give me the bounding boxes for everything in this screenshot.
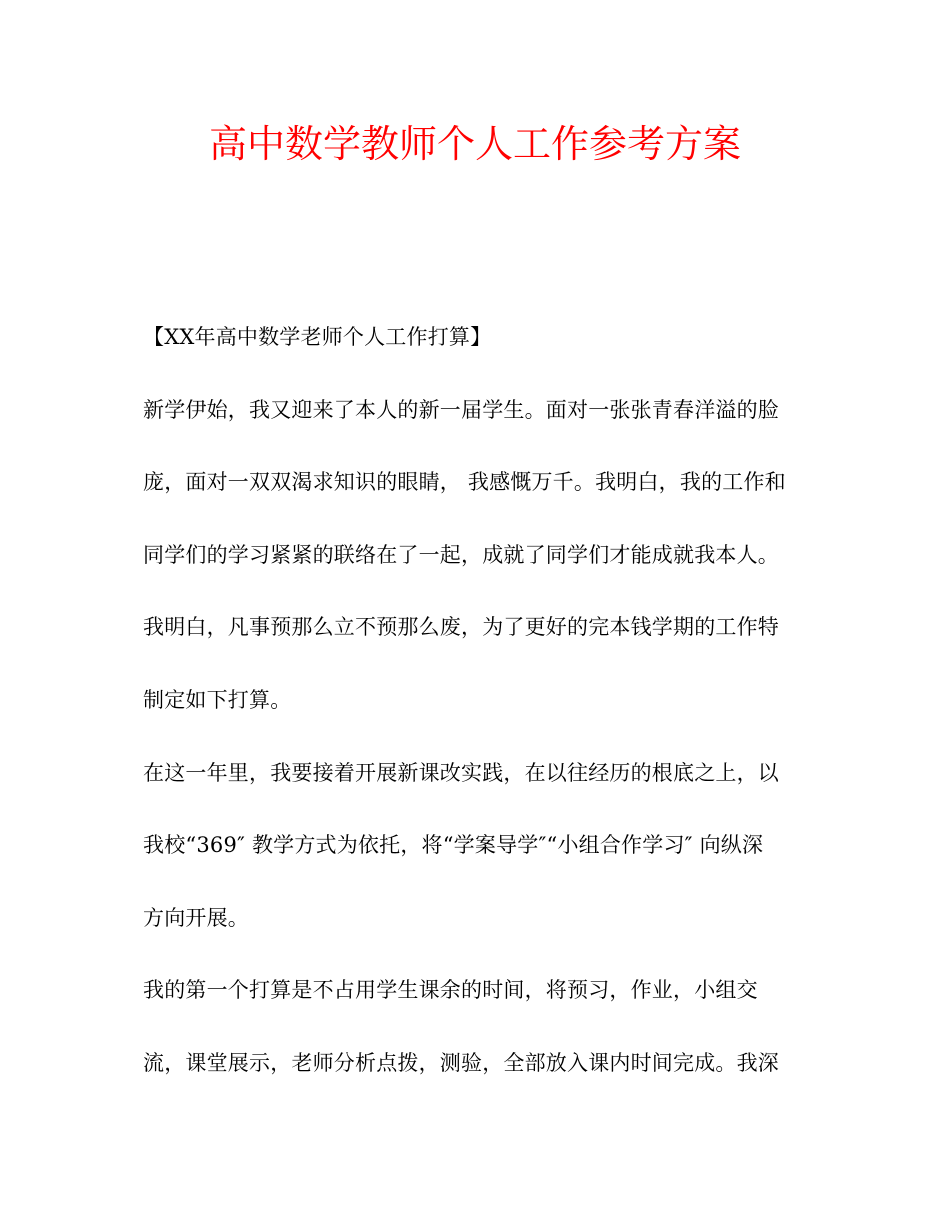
body-line-9: 我的第一个打算是不占用学生课余的时间，将预习，作业，小组交 <box>143 978 758 1002</box>
body-line-4: 我明白，凡事预那么立不预那么废，为了更好的完本钱学期的工作特 <box>143 615 779 639</box>
body-line-6: 在这一年里，我要接着开展新课改实践，在以往经历的根底之上，以 <box>143 761 779 785</box>
body-line-5: 制定如下打算。 <box>143 688 292 712</box>
section-heading: 【XX年高中数学老师个人工作打算】 <box>143 325 492 349</box>
body-line-3: 同学们的学习紧紧的联络在了一起，成就了同学们才能成就我本人。 <box>143 543 779 567</box>
body-line-10: 流，课堂展示，老师分析点拨，测验，全部放入课内时间完成。我深 <box>143 1051 779 1075</box>
body-line-8: 方向开展。 <box>143 906 249 930</box>
body-line-2: 庞，面对一双双渴求知识的眼睛， 我感慨万千。我明白，我的工作和 <box>143 470 786 494</box>
body-line-7: 我校“369″ 教学方式为依托，将“学案导学″“小组合作学习″ 向纵深 <box>143 833 764 857</box>
document-title: 高中数学教师个人工作参考方案 <box>208 122 741 166</box>
body-line-1: 新学伊始，我又迎来了本人的新一届学生。面对一张张青春洋溢的脸 <box>143 398 779 422</box>
